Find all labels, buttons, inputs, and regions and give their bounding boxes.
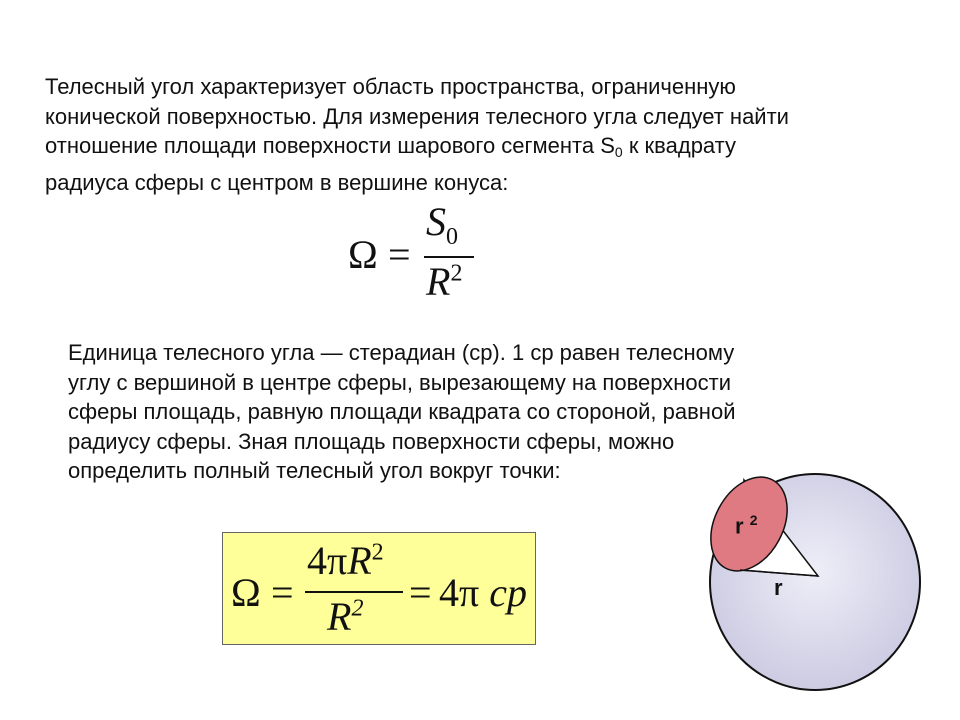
formula2-denominator: $R^2$ (327, 594, 364, 639)
intro-paragraph (45, 72, 925, 197)
steradian-line-3: сферы площадь, равную площади квадрата со стороной, равной (68, 399, 736, 424)
formula1-numerator-sub: 0 (446, 224, 458, 250)
formula1-denominator-exp: 2 (450, 260, 463, 287)
steradian-line-2: углу с вершиной в центре сферы, вырезающему на поверхности (68, 369, 731, 395)
formula2-numerator: $4\pi R^2$ (307, 538, 384, 583)
intro-line-3-end: к квадрату (622, 133, 737, 158)
formula1-omega: Ω (348, 232, 378, 277)
formula2-equals-2: = (409, 570, 432, 615)
steradian-line-4: радиусу сферы. Зная площадь поверхности сферы, можно (68, 428, 675, 454)
sphere-svg (700, 460, 930, 700)
intro-line-1: Телесный угол характеризует область пространства, ограниченную (45, 74, 736, 99)
formula2-unit: ср (489, 570, 527, 615)
formula2-omega: Ω (231, 570, 261, 615)
full-solid-angle-formula-box (222, 532, 536, 645)
formula1-numerator: $S_0$ (426, 199, 458, 250)
cap-area-label: r $^2$ (735, 512, 758, 539)
formula2-equals-1: = (271, 570, 294, 615)
intro-line-2: конической поверхностью. Для измерения телесного угла следует найти (45, 103, 789, 129)
intro-line-3 (45, 131, 925, 168)
intro-line-4: радиуса сферы с центром в вершине конуса: (45, 169, 509, 195)
formula2-result: 4π ср (439, 570, 527, 615)
cap-area-exp: 2 (749, 512, 758, 528)
solid-angle-formula (348, 198, 488, 308)
steradian-line-5: определить полный телесный угол вокруг точки: (68, 458, 561, 483)
formula1-denominator: $R^2$ (426, 259, 463, 304)
intro-line-3-text: отношение площади поверхности шарового сегмента S (45, 133, 615, 158)
sphere-diagram (700, 460, 930, 700)
steradian-line-1: Единица телесного угла — стерадиан (ср). 1 ср равен телесному (68, 340, 735, 365)
segment-subscript: 0 (614, 144, 623, 160)
radius-label: r (774, 575, 783, 600)
formula1-equals: = (388, 232, 411, 277)
